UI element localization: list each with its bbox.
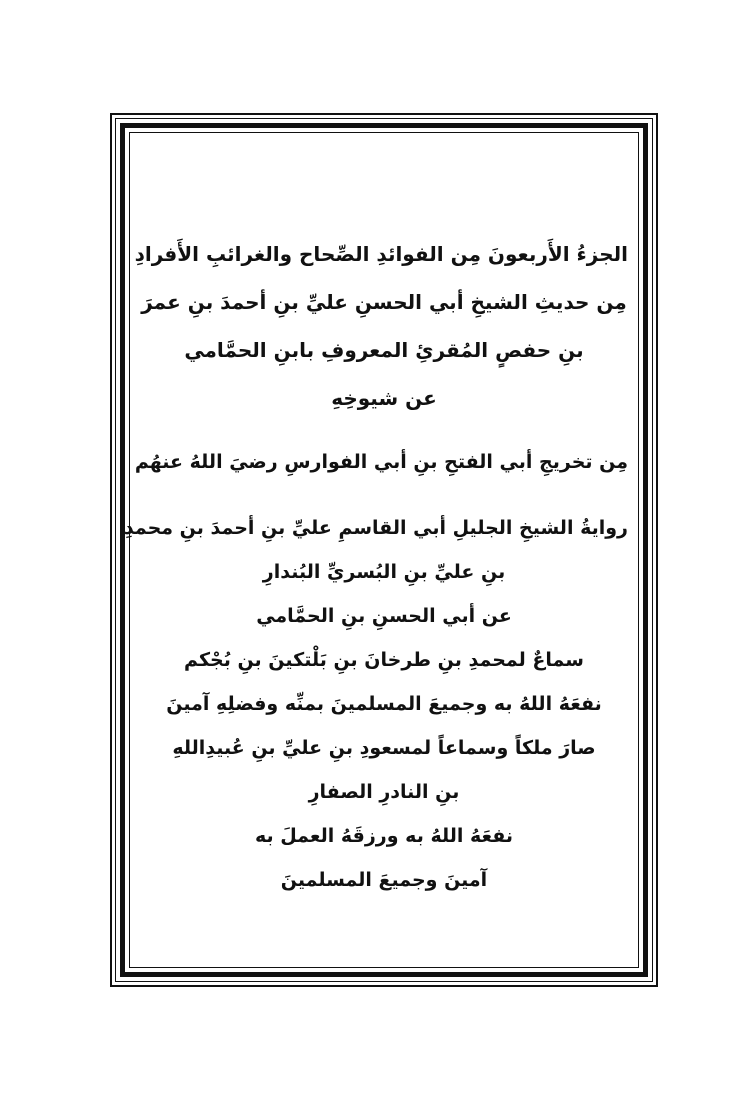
title-block [134, 230, 628, 422]
takhrij-block [134, 440, 628, 484]
takhrij-line: مِن تخريجِ أبي الفتحِ بنِ أبي الفوارسِ رضيَ اللهُ عنهُم [134, 451, 628, 473]
riwaya-line-8: نفعَهُ اللهُ به ورزقَهُ العملَ به [254, 825, 514, 847]
riwaya-line-7: بنِ النادرِ الصفارِ [308, 781, 460, 803]
riwaya-line-2: بنِ عليِّ بنِ البُسريِّ البُندارِ [262, 561, 506, 583]
riwaya-line-1: روايةُ الشيخِ الجليلِ أبي القاسمِ عليِّ بنِ أحمدَ بنِ محمدِ [123, 517, 628, 539]
riwaya-line-5: نفعَهُ اللهُ به وجميعَ المسلمينَ بمنِّه وفضلِهِ آمينَ [166, 693, 602, 715]
title-line-3: بنِ حفصٍ المُقرئِ المعروفِ بابنِ الحمَّامي [184, 338, 584, 362]
riwaya-block [123, 506, 628, 902]
title-line-2: مِن حديثِ الشيخِ أبي الحسنِ عليِّ بنِ أحمدَ بنِ عمرَ [141, 290, 627, 314]
riwaya-line-3: عن أبي الحسنِ بنِ الحمَّامي [256, 605, 512, 627]
riwaya-line-9: آمينَ وجميعَ المسلمينَ [280, 869, 488, 891]
riwaya-line-6: صارَ ملكاً وسماعاً لمسعودِ بنِ عليِّ بنِ عُبيدِاللهِ [172, 737, 596, 759]
title-line-4: عن شيوخِهِ [331, 386, 437, 410]
title-line-1: الجزءُ الأَربعونَ مِن الفوائدِ الصِّحاح والغرائبِ الأَفرادِ [134, 242, 628, 266]
title-page-content [123, 230, 628, 902]
riwaya-line-4: سماعٌ لمحمدِ بنِ طرخانَ بنِ بَلْتكينَ بنِ بُجْكم [184, 649, 584, 671]
